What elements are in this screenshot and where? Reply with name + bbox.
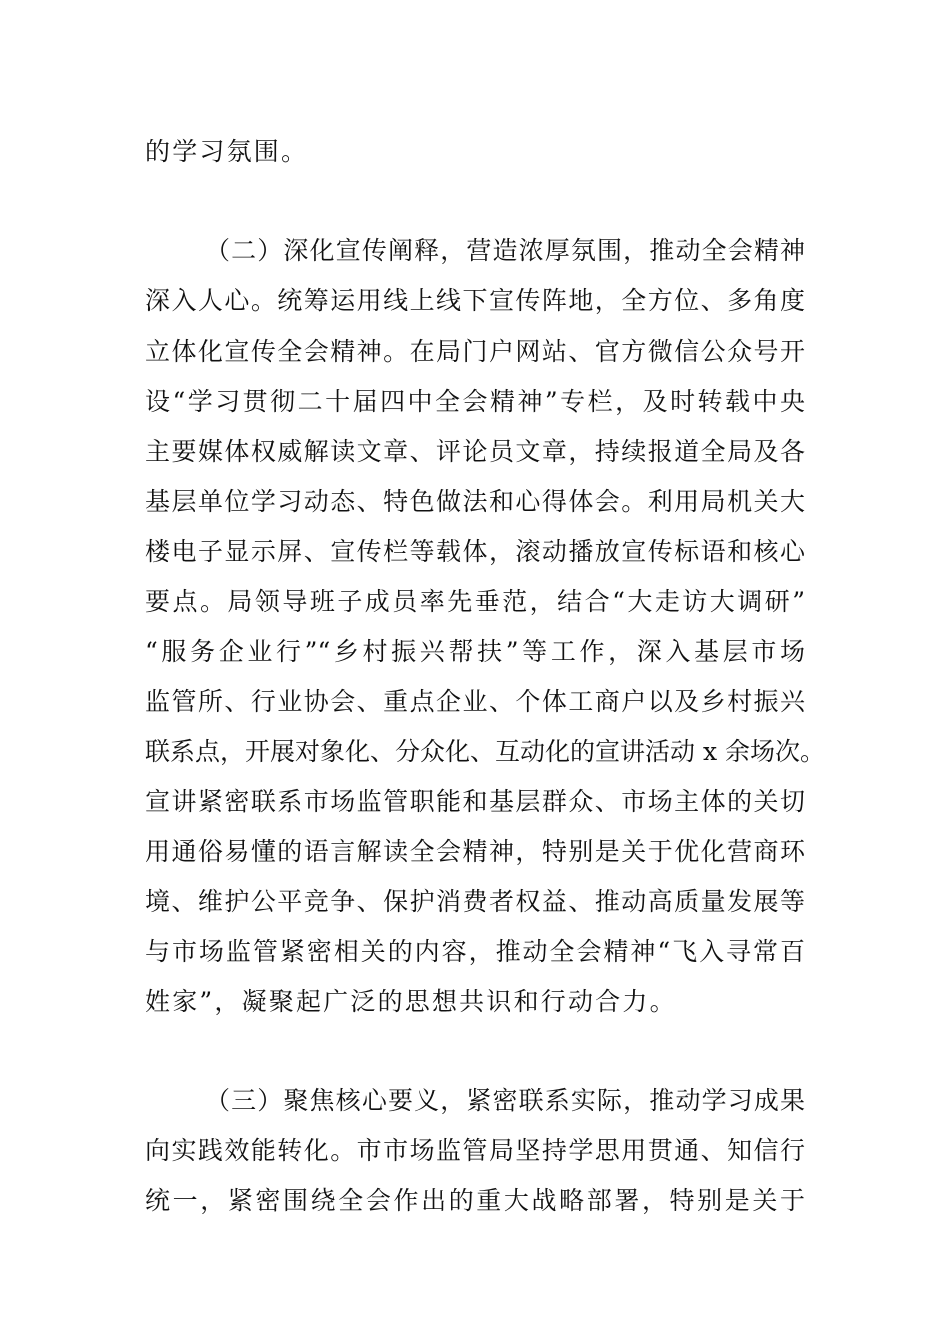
paragraph-3-line-1: （三）聚焦核心要义，紧密联系实际，推动学习成果	[205, 1086, 805, 1115]
paragraph-2-line-4: 设“学习贯彻二十届四中全会精神”专栏，及时转载中央	[145, 387, 805, 416]
paragraph-2-line-15: 与市场监管紧密相关的内容，推动全会精神“飞入寻常百	[145, 937, 805, 966]
paragraph-2-line-1: （二）深化宣传阐释，营造浓厚氛围，推动全会精神	[205, 236, 805, 265]
paragraph-2-line-3: 立体化宣传全会精神。在局门户网站、官方微信公众号开	[145, 337, 805, 366]
paragraph-2-line-16: 姓家”，凝聚起广泛的思想共识和行动合力。	[145, 987, 677, 1016]
paragraph-2-line-14: 境、维护公平竞争、保护消费者权益、推动高质量发展等	[145, 887, 805, 916]
paragraph-2-line-6: 基层单位学习动态、特色做法和心得体会。利用局机关大	[145, 487, 805, 516]
paragraph-2-line-12: 宣讲紧密联系市场监管职能和基层群众、市场主体的关切	[145, 787, 805, 816]
paragraph-2-line-5: 主要媒体权威解读文章、评论员文章，持续报道全局及各	[145, 437, 805, 466]
paragraph-2-line-13: 用通俗易懂的语言解读全会精神，特别是关于优化营商环	[145, 837, 805, 866]
paragraph-3-line-2: 向实践效能转化。市市场监管局坚持学思用贯通、知信行	[145, 1136, 805, 1165]
paragraph-2-line-10: 监管所、行业协会、重点企业、个体工商户以及乡村振兴	[145, 687, 805, 716]
paragraph-1-line-1: 的学习氛围。	[145, 137, 309, 166]
paragraph-2-line-8: 要点。局领导班子成员率先垂范，结合“大走访大调研”	[145, 587, 805, 616]
paragraph-3-line-3: 统一，紧密围绕全会作出的重大战略部署，特别是关于	[145, 1186, 805, 1215]
paragraph-2-line-2: 深入人心。统筹运用线上线下宣传阵地，全方位、多角度	[145, 286, 805, 315]
paragraph-2-line-9: “服务企业行”“乡村振兴帮扶”等工作，深入基层市场	[145, 637, 805, 666]
paragraph-2-line-7: 楼电子显示屏、宣传栏等载体，滚动播放宣传标语和核心	[145, 537, 805, 566]
paragraph-2-line-11: 联系点，开展对象化、分众化、互动化的宣讲活动 x 余场次。	[145, 737, 825, 766]
